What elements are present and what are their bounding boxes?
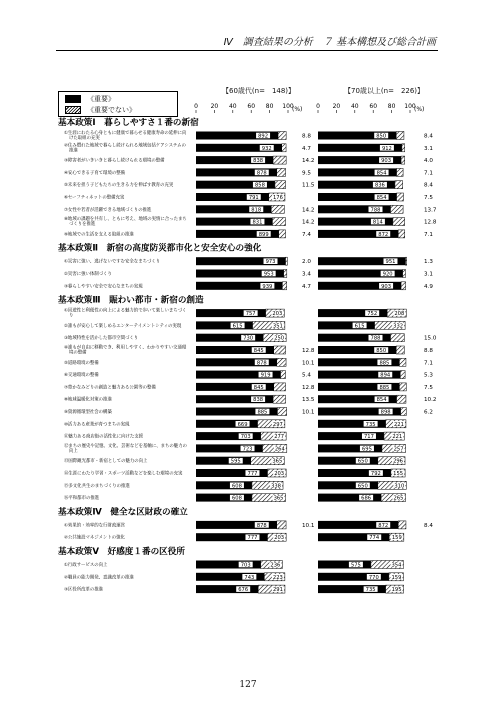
bar-not-important [393, 218, 405, 226]
bar-value-important: 774 [369, 535, 380, 542]
bar-value-not-important: 264 [274, 446, 285, 453]
bar-value-important: 898 [380, 409, 391, 416]
bar-value-not-important: 203 [272, 311, 283, 318]
item-label: ⑭生涯にわたり学習・スポーツ活動などを楽しむ環境の充実 [64, 471, 183, 477]
item-label-continued: 推進 [69, 148, 78, 154]
bar-value-important: 878 [256, 522, 267, 529]
bar-value-important: 791 [248, 195, 259, 201]
bar-not-important [277, 168, 286, 176]
bar-value-not-important: 14.2 [302, 207, 315, 214]
bar-value-important: 885 [257, 409, 268, 416]
bar-value-important: 743 [244, 574, 255, 581]
bar-value-important: 973 [265, 259, 276, 266]
bar-value-important: 919 [260, 372, 271, 379]
item-label: ⑧地域の課題を共有し、ともに考え、地域の実情に合ったまち [64, 217, 187, 223]
bar-value-important: 920 [382, 271, 393, 278]
item-label: ⑥セーフティネットの整備充実 [64, 195, 125, 201]
bar-value-not-important: 265 [393, 495, 404, 502]
item-label-continued: 向上 [69, 448, 78, 454]
bar-not-important [398, 230, 405, 238]
bar-value-important: 850 [376, 348, 387, 354]
item-label: ①災害に強い、逃げないですむ安全なまちづくり [64, 259, 161, 265]
bar-value-important: 608 [231, 483, 242, 490]
bar-value-not-important: 195 [391, 587, 402, 594]
page-number: 127 [239, 680, 257, 690]
bar-value-important: 953 [263, 271, 274, 278]
item-label-continued: づくりを推進 [69, 222, 96, 228]
tick-label: 60 [369, 103, 378, 110]
bar-value-not-important: 8.8 [302, 133, 311, 140]
bar-value-important: 686 [361, 495, 372, 502]
bar-value-important: 717 [364, 434, 374, 441]
bar-value-important: 885 [379, 384, 390, 391]
bar-value-important: 838 [253, 397, 264, 404]
bar-not-important [390, 205, 403, 213]
bar-value-important: 831 [252, 219, 263, 226]
bar-value-not-important: 3.1 [424, 271, 433, 278]
bar-not-important [277, 358, 286, 366]
section-title: 基本政策Ⅳ 健全な区財政の確立 [58, 507, 188, 518]
bar-value-important: 703 [240, 562, 251, 569]
item-label: ④誰もが自由に移動でき、利用しやすく、わかりやすい交通環 [64, 345, 187, 351]
bar-value-important: 899 [258, 231, 269, 238]
bar-not-important [277, 408, 286, 416]
bar-value-not-important: 332 [393, 323, 404, 330]
bar-not-important [403, 270, 406, 278]
bar-value-not-important: 4.7 [302, 283, 311, 290]
bar-value-not-important: 8.4 [424, 522, 433, 529]
bar-value-not-important: 203 [274, 535, 285, 542]
bar-not-important [390, 334, 404, 342]
bar-value-not-important: 14.2 [302, 219, 315, 226]
bar-not-important [274, 346, 286, 354]
bar-value-not-important: 7.1 [424, 170, 433, 177]
bar-value-not-important: 4.0 [424, 158, 433, 165]
bar-value-not-important: 13.5 [302, 397, 315, 404]
bar-not-important [401, 156, 405, 164]
bar-not-important [273, 156, 286, 164]
bar-value-important: 788 [370, 335, 381, 342]
item-label: ①回遊性と利便性の向上による魅力的で歩いて楽しいまちづく [64, 308, 187, 314]
bar-value-not-important: 5.3 [424, 372, 433, 379]
bar-value-not-important: 365 [272, 458, 283, 465]
bar-not-important [396, 346, 404, 354]
bar-value-important: 669 [237, 421, 248, 428]
bar-value-important: 932 [261, 145, 272, 152]
bar-value-important: 894 [380, 372, 391, 379]
item-label: ②災害に強い体制づくり [64, 272, 112, 277]
bar-value-important: 650 [357, 483, 368, 490]
bar-value-not-important: 10.2 [424, 397, 437, 404]
bar-not-important [275, 181, 286, 189]
bar-value-not-important: 9.5 [302, 170, 311, 177]
bar-value-important: 595 [230, 458, 241, 465]
bar-value-important: 703 [240, 434, 251, 441]
bar-value-important: 903 [381, 283, 392, 290]
bar-value-not-important: 14.2 [302, 158, 315, 165]
bar-value-important: 903 [381, 158, 392, 165]
bar-value-important: 878 [256, 170, 267, 177]
bar-value-not-important: 10.1 [302, 522, 315, 529]
item-label: ⑯平和都市の推進 [64, 496, 100, 502]
bar-value-not-important: 8.8 [424, 348, 433, 354]
tick-label: 20 [332, 103, 341, 110]
legend-label-not-important: 《重要でない》 [87, 105, 136, 114]
item-label: ⑨地域での生活を支える取組の推進 [64, 232, 134, 238]
bar-not-important [282, 282, 286, 290]
bar-value-not-important: 338 [271, 483, 281, 490]
bar-value-not-important: 236 [270, 562, 281, 569]
bar-not-important [398, 521, 406, 529]
section-title: 基本政策Ⅴ 好感度１番の区役所 [58, 547, 185, 557]
item-label: ③暮らしやすい安全で安心なまちの実現 [64, 284, 143, 290]
bar-value-important: 575 [350, 562, 361, 569]
bar-value-not-important: 159 [391, 574, 402, 581]
bar-not-important [272, 218, 285, 226]
bar-value-not-important: 10.1 [302, 409, 315, 416]
bar-value-not-important: 4.9 [424, 283, 433, 290]
item-label: ⑪魅力ある商店街の活性化に向けた支援 [64, 434, 144, 440]
bar-value-not-important: 3.1 [424, 145, 433, 152]
tick-label: 100 [282, 103, 294, 110]
bar-not-important [278, 132, 286, 140]
item-label: ②住み慣れた地域で暮らし続けられる地域包括ケアシステムの [64, 143, 186, 149]
item-label: ④安心できる子育て環境の整備 [64, 170, 126, 176]
legend-label-important: 《重要》 [87, 94, 115, 103]
bar-value-not-important: 365 [273, 495, 284, 502]
item-label: ①効果的・効率的な行財政運営 [64, 523, 126, 529]
bar-value-important: 818 [251, 207, 262, 214]
bar-value-important: 912 [381, 145, 392, 152]
bar-value-important: 777 [247, 471, 258, 477]
bar-value-not-important: 208 [394, 311, 405, 318]
bar-value-important: 854 [376, 170, 387, 177]
bar-value-not-important: 351 [272, 323, 283, 330]
bar-not-important [399, 383, 406, 391]
bar-value-not-important: 7.4 [302, 231, 311, 238]
bar-value-not-important: 10.1 [302, 360, 315, 367]
bar-value-important: 792 [370, 471, 381, 477]
bar-value-important: 892 [258, 133, 269, 140]
bar-value-important: 951 [385, 259, 396, 266]
bar-value-not-important: 203 [274, 471, 285, 477]
item-label-continued: り [69, 313, 74, 319]
group-title-60s: 【60歳代(n= 148)】 [222, 87, 296, 95]
bar-value-not-important: 159 [391, 535, 402, 542]
item-label: ⑮多文化共生のまちづくりの推進 [64, 483, 130, 489]
bar-not-important [397, 193, 404, 201]
bar-not-important [271, 205, 284, 213]
tick-label: 40 [228, 103, 237, 110]
bar-not-important [284, 270, 287, 278]
tick-label: 80 [265, 103, 274, 110]
bar-not-important [281, 371, 286, 379]
item-label-continued: 境の整備 [69, 350, 87, 356]
bar-not-important [400, 371, 405, 379]
item-label: ③地域特性を活かした都市空間づくり [64, 336, 139, 342]
bar-value-important: 752 [367, 311, 378, 318]
item-label: ⑤道路環境の整備 [64, 360, 99, 366]
bar-value-important: 872 [378, 522, 389, 529]
bar-important [318, 561, 371, 569]
bar-value-not-important: 257 [393, 446, 404, 453]
bar-value-not-important: 8.4 [424, 133, 433, 140]
bar-value-not-important: 12.8 [424, 219, 437, 226]
bar-not-important [401, 408, 407, 416]
bar-value-important: 777 [247, 535, 258, 542]
bar-value-important: 730 [243, 335, 254, 342]
item-label: ⑥交通環境の整備 [64, 373, 99, 379]
tick-label: 80 [387, 103, 396, 110]
bar-value-not-important: 4.7 [302, 145, 311, 152]
bar-value-important: 676 [238, 587, 249, 594]
bar-value-not-important: 250 [274, 335, 285, 342]
bar-value-not-important: 296 [393, 458, 403, 465]
bar-value-important: 845 [253, 384, 264, 391]
item-label: ⑦女性や若者が活躍できる地域づくりの推進 [64, 207, 152, 213]
item-label: ②誰もが安心して楽しめるエンターテイメントシティの実現 [64, 323, 182, 329]
item-label: ①行政サービスの向上 [64, 563, 108, 568]
bar-value-important: 858 [254, 182, 265, 189]
bar-value-not-important: 223 [272, 574, 283, 581]
item-label: ①生涯にわたる心身ともに健康で暮らせる健康寿命の延伸に向 [64, 131, 187, 136]
bar-value-important: 885 [379, 360, 390, 367]
bar-not-important [397, 395, 406, 403]
item-label: ⑤未来を担う子どもたちの生きる力を伸ばす教育の充実 [64, 183, 174, 189]
item-label-continued: けた取組の充実 [69, 136, 100, 141]
bar-value-not-important: 176 [273, 195, 283, 201]
bar-value-important: 770 [368, 574, 379, 581]
bar-not-important [273, 395, 285, 403]
bar-value-not-important: 7.1 [424, 360, 433, 367]
item-label: ③区役所改革の推進 [64, 587, 104, 593]
bar-value-important: 615 [354, 323, 365, 330]
bar-value-not-important: 7.1 [424, 231, 433, 238]
bar-value-important: 695 [361, 446, 372, 453]
bar-value-not-important: 12.8 [302, 348, 315, 354]
bar-value-important: 723 [242, 446, 253, 453]
bar-value-not-important: 221 [393, 421, 404, 428]
bar-not-important [277, 521, 286, 529]
group-title-70plus: 【70歳以上(n= 226)】 [344, 87, 425, 95]
bar-value-not-important: 11.5 [302, 182, 315, 189]
bar-value-not-important: 310 [394, 483, 405, 490]
bar-not-important [399, 358, 406, 366]
bar-value-important: 854 [376, 195, 387, 201]
bar-not-important [282, 144, 286, 152]
bar-value-not-important: 155 [393, 471, 404, 477]
bar-not-important [274, 383, 286, 391]
bar-value-important: 845 [253, 348, 264, 354]
bar-value-not-important: 15.0 [424, 335, 437, 342]
bar-not-important [401, 282, 406, 290]
bar-value-important: 615 [232, 323, 243, 330]
tick-label: 60 [247, 103, 256, 110]
bar-value-important: 735 [365, 587, 376, 594]
header-title: Ⅳ 調査結果の分析 ７ 基本構想及び総合計画 [223, 37, 436, 48]
bar-value-not-important: 6.2 [424, 409, 433, 416]
bar-value-important: 836 [374, 182, 385, 189]
bar-value-not-important: 297 [272, 421, 283, 428]
tick-label: 0 [194, 103, 198, 110]
bar-not-important [396, 132, 404, 140]
bar-value-not-important: 13.7 [424, 207, 437, 214]
bar-value-not-important: 1.3 [424, 259, 433, 266]
bar-value-not-important: 291 [273, 587, 283, 594]
bar-value-important: 814 [372, 219, 383, 226]
item-label: ⑫まちの歴史や記憶、文化、芸術などを基軸に、まちの魅力の [64, 443, 187, 449]
bar-value-important: 608 [231, 495, 242, 502]
tick-label: 20 [210, 103, 219, 110]
bar-value-important: 650 [357, 458, 368, 465]
bar-value-not-important: 7.5 [424, 384, 433, 391]
bar-value-important: 939 [262, 283, 273, 290]
bar-not-important [286, 257, 288, 265]
item-label: ⑩活力ある産業が育つまちの実現 [64, 422, 130, 428]
bar-value-not-important: 277 [274, 434, 285, 441]
section-title: 基本政策Ⅰ 暮らしやすさ１番の新宿 [58, 118, 199, 128]
item-label: ③障害者がいきいきと暮らし続けられる環境の整備 [64, 158, 165, 164]
bar-value-important: 872 [378, 231, 389, 238]
section-title: 基本政策Ⅲ 賑わい都市・新宿の創造 [58, 295, 204, 306]
item-label: ②職員の能力開発、意識改革の推進 [64, 575, 134, 581]
bar-not-important [395, 181, 403, 189]
bar-value-not-important: 12.8 [302, 384, 315, 391]
item-label: ⑦豊かなみどりの創造と魅力ある公園等の整備 [64, 385, 156, 391]
tick-label: 100 [404, 103, 416, 110]
bar-value-not-important: 221 [392, 434, 403, 441]
bar-value-important: 878 [256, 360, 267, 367]
bar-not-important [397, 168, 404, 176]
item-label: ⑬国際観光都市・新宿としての魅力の向上 [64, 459, 148, 465]
bar-value-not-important: 7.5 [424, 195, 433, 201]
bar-not-important [402, 144, 405, 152]
item-label: ⑨資源循環型社会の構築 [64, 410, 112, 415]
item-label: ⑧地球温暖化対策の推進 [64, 397, 112, 403]
section-title: 基本政策Ⅱ 新宿の高度防災都市化と安全安心の強化 [58, 243, 262, 254]
bar-not-important [405, 257, 406, 265]
item-label: ②公共施設マネジメントの強化 [64, 535, 125, 541]
bar-value-not-important: 5.4 [302, 372, 311, 379]
bar-value-important: 735 [365, 421, 376, 428]
bar-value-not-important: 8.4 [424, 182, 433, 189]
tick-label: 0 [316, 103, 320, 110]
bar-value-important: 854 [376, 397, 387, 404]
unit-label: (%) [292, 106, 303, 113]
bar-value-not-important: 2.0 [302, 259, 311, 266]
bar-value-not-important: 3.4 [302, 271, 311, 278]
bar-not-important [279, 230, 286, 238]
bar-value-important: 850 [376, 133, 387, 140]
bar-value-important: 838 [253, 158, 264, 165]
bar-value-important: 757 [245, 311, 256, 318]
tick-label: 40 [350, 103, 359, 110]
bar-value-not-important: 354 [391, 562, 402, 569]
unit-label: (%) [414, 106, 425, 113]
bar-value-important: 788 [370, 207, 381, 214]
